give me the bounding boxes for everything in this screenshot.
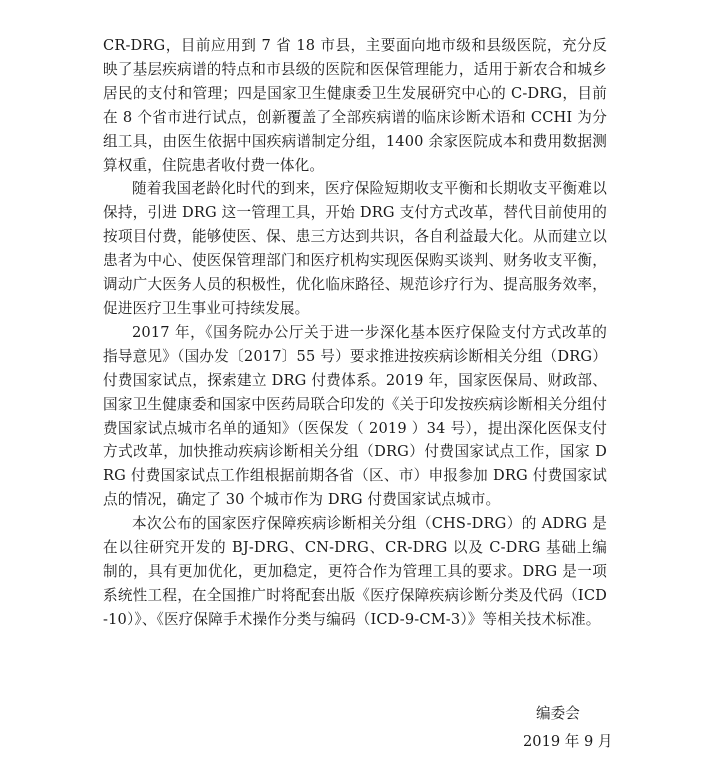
paragraph-continuation: CR-DRG，目前应用到 7 省 18 市县，主要面向地市级和县级医院，充分反映了基层疾病谱的特点和市县级的医院和医保管理能力，适用于新农合和城乡居民的支付和管理；四是国家卫生健康委卫生发展研究中心的 C-DRG，目前在 8 个省市进行试点，创新覆盖了全部疾病谱的临床诊断术语和 CCHI 为分组工具，由医生依据中国疾病谱制定分组，1400 余家医院成本和费用数据测算权重，住院患者收付费一体化。 (103, 37, 607, 174)
paragraph-chs-drg: 本次公布的国家医疗保障疾病诊断相关分组（CHS-DRG）的 ADRG 是在以往研究开发的 BJ-DRG、CN-DRG、CR-DRG 以及 C-DRG 基础上编制的，具有更加优化，更加稳定，更符合作为管理工具的要求。DRG 是一项系统性工程，在全国推广时将配套出版《医疗保障疾病诊断分类及代码（ICD-10）》、《医疗保障手术操作分类与编码（ICD-9-CM-3）》等相关技术标准。 (103, 515, 607, 628)
document-body (103, 34, 607, 632)
paragraph-aging-reform: 随着我国老龄化时代的到来，医疗保险短期收支平衡和长期收支平衡难以保持，引进 DRG 这一管理工具，开始 DRG 支付方式改革，替代目前使用的按项目付费，能够使医、保、患三方达到共识，各自利益最大化。从而建立以患者为中心、使医保管理部门和医疗机构实现医保购买谈判、财务收支平衡，调动广大医务人员的积极性，优化临床路径、规范诊疗行为、提高服务效率，促进医疗卫生事业可持续发展。 (103, 180, 607, 317)
signature-date: 2019 年 9 月 (523, 733, 613, 750)
signature-org: 编委会 (536, 705, 580, 722)
paragraph-policy-2017: 2017 年，《国务院办公厅关于进一步深化基本医疗保险支付方式改革的指导意见》（国办发〔2017〕55 号）要求推进按疾病诊断相关分组（DRG）付费国家试点，探索建立 DRG 付费体系。2019 年，国家医保局、财政部、国家卫生健康委和国家中医药局联合印发的《关于印发按疾病诊断相关分组付费国家试点城市名单的通知》（医保发（ 2019 ）34 号），提出深化医保支付方式改革，加快推动疾病诊断相关分组（DRG）付费国家试点工作，国家 DRG 付费国家试点工作组根据前期各省（区、市）申报参加 DRG 付费国家试点的情况，确定了 30 个城市作为 DRG 付费国家试点城市。 (103, 323, 607, 509)
